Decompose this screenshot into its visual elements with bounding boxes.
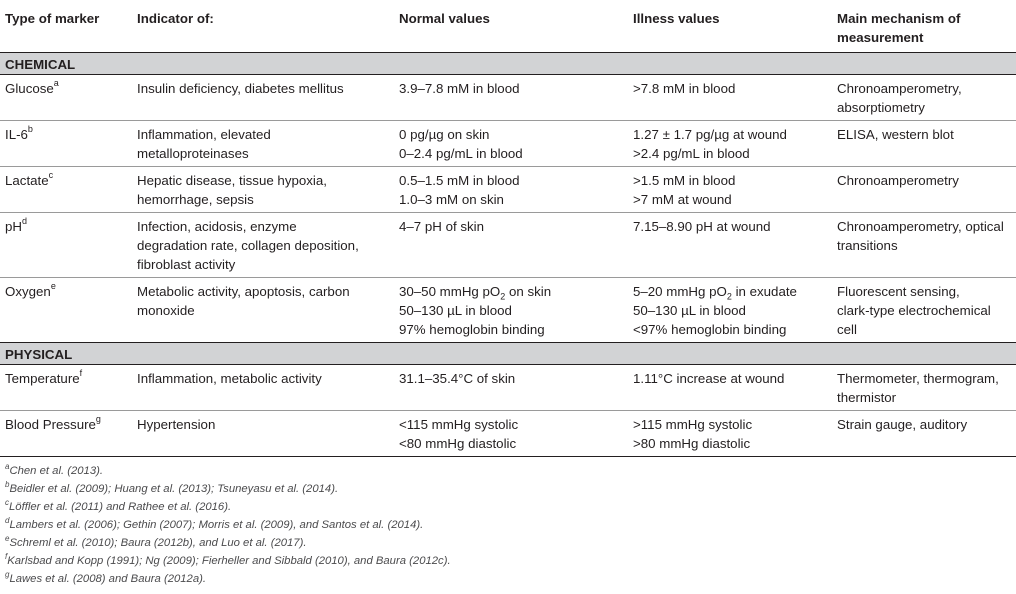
footnote-marker: b	[5, 480, 10, 490]
header-main-mechanism: Main mechanism of measurement	[837, 11, 961, 45]
section-title: PHYSICAL	[0, 342, 1016, 364]
cell-line: hemorrhage, sepsis	[137, 191, 254, 207]
footnote-marker: g	[5, 570, 10, 580]
footnote-text: Lawes et al. (2008) and Baura (2012a).	[9, 573, 207, 585]
footnote-ref: c	[48, 170, 54, 181]
cell-line: Infection, acidosis, enzyme	[137, 218, 297, 234]
cell-line: ELISA, western blot	[837, 126, 954, 142]
footnote-text: Karlsbad and Kopp (1991); Ng (2009); Fierheller and Sibbald (2010), and Baura (2012c).	[7, 555, 451, 567]
mechanism-cell	[832, 120, 1016, 166]
cell-line: <115 mmHg systolic	[399, 416, 519, 432]
cell-line: Metabolic activity, apoptosis, carbon	[137, 283, 350, 299]
footnote-marker: c	[5, 498, 9, 508]
footnote-marker: d	[5, 516, 10, 526]
cell-line: Hypertension	[137, 416, 216, 432]
table-row	[0, 166, 1016, 212]
cell-line: >2.4 pg/mL in blood	[633, 145, 750, 161]
footnote-ref: b	[27, 124, 33, 135]
cell-line: Hepatic disease, tissue hypoxia,	[137, 172, 327, 188]
table-row	[0, 410, 1016, 456]
marker-name: Lactate	[5, 172, 49, 188]
footnote-text: Beidler et al. (2009); Huang et al. (2013); Tsuneyasu et al. (2014).	[9, 483, 339, 495]
marker-name: Oxygen	[5, 283, 51, 299]
header-normal-values: Normal values	[399, 11, 490, 26]
cell-line: Fluorescent sensing,	[837, 283, 960, 299]
section-row	[0, 52, 1016, 74]
cell-line: 50–130 µL in blood	[399, 302, 512, 318]
marker-cell	[0, 212, 132, 277]
table-row	[0, 212, 1016, 277]
cell-line: thermistor	[837, 389, 897, 405]
indicator-cell	[132, 364, 394, 410]
footnote-marker: a	[5, 462, 10, 472]
cell-line: 1.0–3 mM on skin	[399, 191, 504, 207]
section-title: CHEMICAL	[0, 52, 1016, 74]
cell-line: cell	[837, 321, 857, 337]
marker-name: Glucose	[5, 80, 54, 96]
footnote-marker: e	[5, 534, 10, 544]
header-type-of-marker: Type of marker	[5, 11, 100, 26]
indicator-cell	[132, 74, 394, 120]
mechanism-cell	[832, 364, 1016, 410]
cell-line: 0.5–1.5 mM in blood	[399, 172, 520, 188]
cell-line: 31.1–35.4°C of skin	[399, 370, 516, 386]
section-row	[0, 342, 1016, 364]
table-row	[0, 364, 1016, 410]
cell-line: 0 pg/µg on skin	[399, 126, 490, 142]
marker-name: Blood Pressure	[5, 416, 96, 432]
illness-values-cell	[628, 364, 832, 410]
mechanism-cell	[832, 74, 1016, 120]
footnote-text: Lambers et al. (2006); Gethin (2007); Morris et al. (2009), and Santos et al. (2014).	[9, 519, 424, 531]
cell-line: >1.5 mM in blood	[633, 172, 736, 188]
cell-line: absorptiometry	[837, 99, 925, 115]
marker-cell	[0, 74, 132, 120]
cell-line: <97% hemoglobin binding	[633, 321, 787, 337]
footnote-ref: e	[50, 281, 56, 292]
marker-cell	[0, 277, 132, 342]
normal-values-cell	[394, 120, 628, 166]
cell-line: Inflammation, elevated	[137, 126, 271, 142]
marker-name: Temperature	[5, 370, 80, 386]
cell-line: 1.11°C increase at wound	[633, 370, 785, 386]
cell-line: 3.9–7.8 mM in blood	[399, 80, 520, 96]
cell-line: clark-type electrochemical	[837, 302, 991, 318]
footnote-ref: f	[79, 368, 83, 379]
indicator-cell	[132, 410, 394, 456]
footnote-ref: a	[53, 78, 59, 89]
indicator-cell	[132, 212, 394, 277]
normal-values-cell	[394, 277, 628, 342]
mechanism-cell	[832, 212, 1016, 277]
marker-name: pH	[5, 218, 22, 234]
footnote	[5, 552, 451, 570]
marker-cell	[0, 166, 132, 212]
cell-line: 97% hemoglobin binding	[399, 321, 545, 337]
footnote	[5, 480, 451, 498]
marker-cell	[0, 120, 132, 166]
mechanism-cell	[832, 166, 1016, 212]
normal-values-cell	[394, 74, 628, 120]
cell-line: >7 mM at wound	[633, 191, 732, 207]
footnote	[5, 498, 451, 516]
cell-line: >80 mmHg diastolic	[633, 435, 751, 451]
cell-line: monoxide	[137, 302, 195, 318]
table-body	[0, 52, 1016, 456]
footnote-ref: g	[95, 414, 101, 425]
cell-line: Chronoamperometry	[837, 172, 959, 188]
illness-values-cell	[628, 277, 832, 342]
indicator-cell	[132, 120, 394, 166]
footnote	[5, 570, 451, 588]
cell-line: 1.27 ± 1.7 pg/µg at wound	[633, 126, 787, 142]
illness-values-cell	[628, 212, 832, 277]
cell-line: Chronoamperometry,	[837, 80, 962, 96]
footnote-text: Chen et al. (2013).	[9, 465, 104, 477]
header-indicator-of: Indicator of:	[137, 11, 214, 26]
footnote-ref: d	[22, 216, 28, 227]
cell-line: >7.8 mM in blood	[633, 80, 736, 96]
marker-name: IL-6	[5, 126, 28, 142]
footnote	[5, 462, 451, 480]
marker-cell	[0, 364, 132, 410]
cell-line: 7.15–8.90 pH at wound	[633, 218, 771, 234]
cell-line: >115 mmHg systolic	[633, 416, 753, 432]
normal-values-cell	[394, 166, 628, 212]
cell-line: 5–20 mmHg $pO_2$ in exudate	[633, 283, 797, 302]
footnote-marker: f	[5, 552, 8, 562]
indicator-cell	[132, 277, 394, 342]
cell-line: metalloproteinases	[137, 145, 249, 161]
footnote	[5, 534, 451, 552]
table-row	[0, 120, 1016, 166]
illness-values-cell	[628, 166, 832, 212]
normal-values-cell	[394, 212, 628, 277]
header-illness-values: Illness values	[633, 11, 720, 26]
footnote-text: Löffler et al. (2011) and Rathee et al. (2016).	[9, 501, 232, 513]
cell-line: Insulin deficiency, diabetes mellitus	[137, 80, 344, 96]
cell-line: <80 mmHg diastolic	[399, 435, 517, 451]
cell-line: Strain gauge, auditory	[837, 416, 968, 432]
mechanism-cell	[832, 277, 1016, 342]
cell-line: Inflammation, metabolic activity	[137, 370, 322, 386]
cell-line: fibroblast activity	[137, 256, 236, 272]
cell-line: Thermometer, thermogram,	[837, 370, 999, 386]
table-row	[0, 74, 1016, 120]
footnotes	[5, 462, 451, 588]
illness-values-cell	[628, 74, 832, 120]
marker-cell	[0, 410, 132, 456]
cell-line: 30–50 mmHg $pO_2$ on skin	[399, 283, 552, 302]
illness-values-cell	[628, 120, 832, 166]
cell-line: 4–7 pH of skin	[399, 218, 485, 234]
footnote	[5, 516, 451, 534]
footnote-text: Schreml et al. (2010); Baura (2012b), and Luo et al. (2017).	[9, 537, 307, 549]
normal-values-cell	[394, 410, 628, 456]
table-header-row	[0, 0, 1016, 52]
cell-line: Chronoamperometry, optical	[837, 218, 1004, 234]
mechanism-cell	[832, 410, 1016, 456]
cell-line: transitions	[837, 237, 898, 253]
table-row	[0, 277, 1016, 342]
cell-line: degradation rate, collagen deposition,	[137, 237, 359, 253]
normal-values-cell	[394, 364, 628, 410]
cell-line: 50–130 µL in blood	[633, 302, 746, 318]
indicator-cell	[132, 166, 394, 212]
illness-values-cell	[628, 410, 832, 456]
cell-line: 0–2.4 pg/mL in blood	[399, 145, 523, 161]
